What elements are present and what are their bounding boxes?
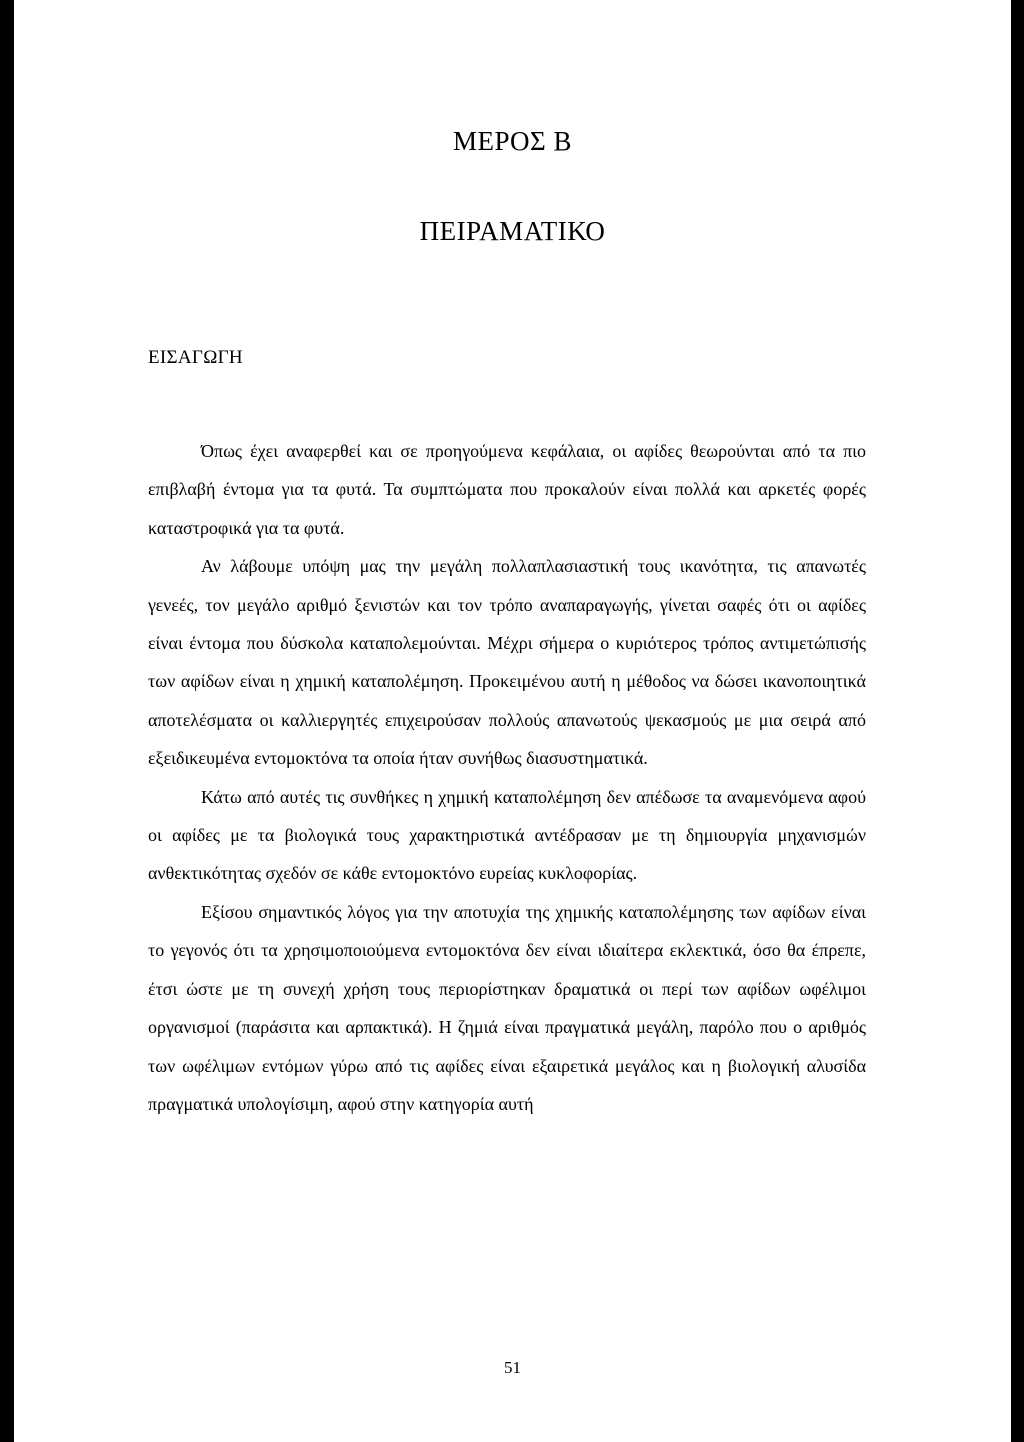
body-text (148, 432, 866, 1123)
part-title: ΜΕΡΟΣ Β (453, 126, 572, 156)
section-heading: ΕΙΣΑΓΩΓΗ (148, 347, 243, 368)
page-number: 51 (504, 1358, 521, 1377)
document-page (14, 0, 1011, 1442)
part-subtitle: ΠΕΙΡΑΜΑΤΙΚΟ (419, 216, 606, 246)
paragraph: Όπως έχει αναφερθεί και σε προηγούμενα κεφάλαια, οι αφίδες θεωρούνται από τα πιο επιβλαβή έντομα για τα φυτά. Τα συμπτώματα που προκαλούν είναι πολλά και αρκετές φορές καταστροφικά για τα φυτά. (148, 441, 866, 538)
paragraph: Εξίσου σημαντικός λόγος για την αποτυχία της χημικής καταπολέμησης των αφίδων είναι το γεγονός ότι τα χρησιμοποιούμενα εντομοκτόνα δεν είναι ιδιαίτερα εκλεκτικά, όσο θα έπρεπε, έτσι ώστε με τη συνεχή χρήση τους περιορίστηκαν δραματικά οι περί των αφίδων ωφέλιμοι οργανισμοί (παράσιτα και αρπακτικά). Η ζημιά είναι πραγματικά μεγάλη, παρόλο που ο αριθμός των ωφέλιμων εντόμων γύρω από τις αφίδες είναι εξαιρετικά μεγάλος και η βιολογική αλυσίδα πραγματικά υπολογίσιμη, αφού στην κατηγορία αυτή (148, 901, 866, 1114)
paragraph: Κάτω από αυτές τις συνθήκες η χημική καταπολέμηση δεν απέδωσε τα αναμενόμενα αφού οι αφίδες με τα βιολογικά τους χαρακτηριστικά αντέδρασαν με τη δημιουργία μηχανισμών ανθεκτικότητας σχεδόν σε κάθε εντομοκτόνο ευρείας κυκλοφορίας. (148, 786, 866, 884)
paragraph: Αν λάβουμε υπόψη μας την μεγάλη πολλαπλασιαστική τους ικανότητα, τις απανωτές γενεές, τον μεγάλο αριθμό ξενιστών και τον τρόπο αναπαραγωγής, γίνεται σαφές ότι οι αφίδες είναι έντομα που δύσκολα καταπολεμούνται. Μέχρι σήμερα ο κυριότερος τρόπος αντιμετώπισής των αφίδων είναι η χημική καταπολέμηση. Προκειμένου αυτή η μέθοδος να δώσει ικανοποιητικά αποτελέσματα οι καλλιεργητές επιχειρούσαν πολλούς απανωτούς ψεκασμούς με μια σειρά από εξειδικευμένα εντομοκτόνα τα οποία ήταν συνήθως διασυστηματικά. (148, 556, 866, 769)
